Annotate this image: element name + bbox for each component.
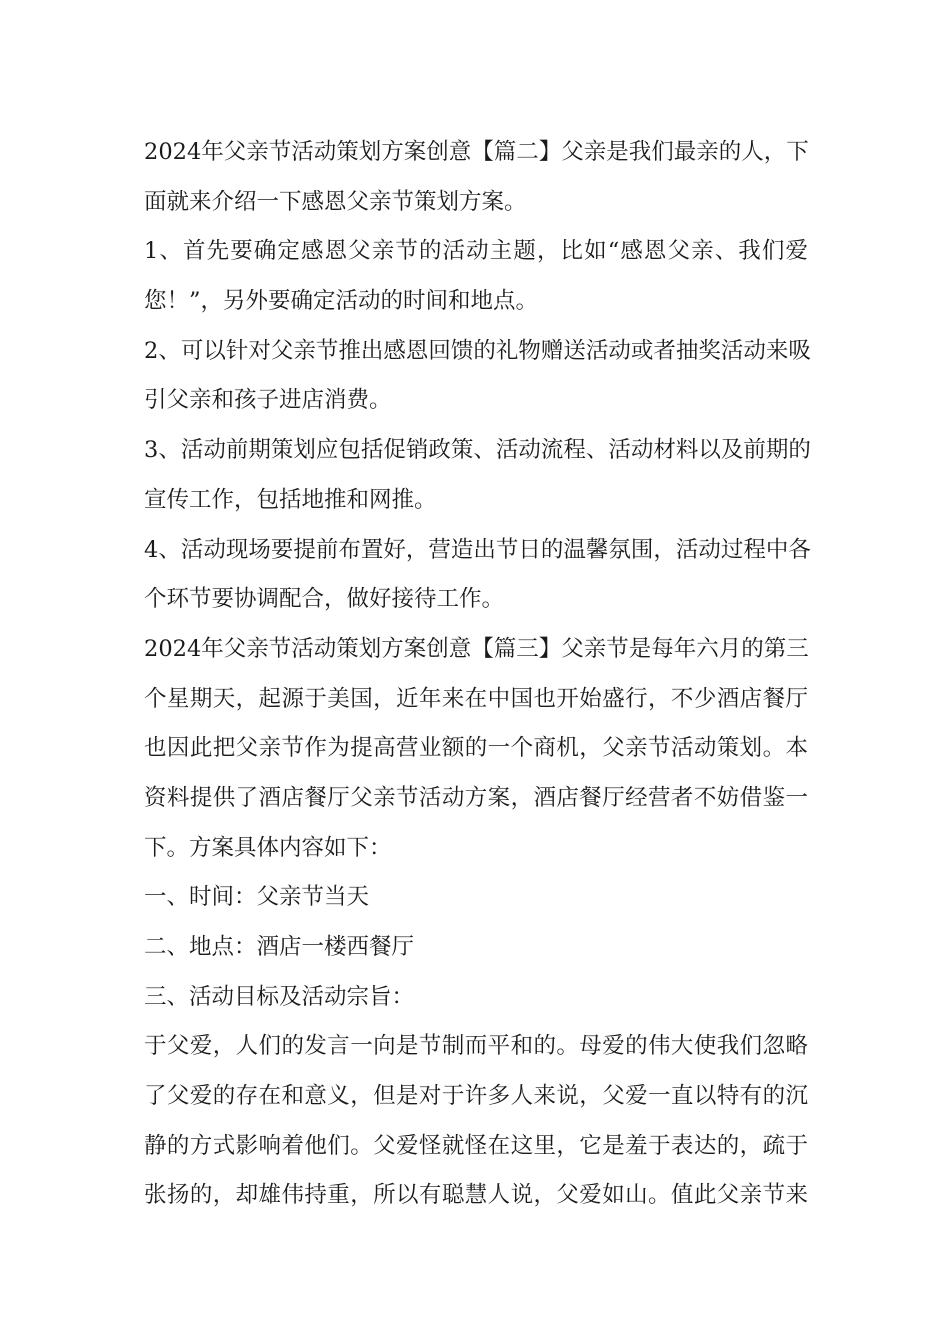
text-line: 也因此把父亲节作为提高营业额的一个商机，父亲节活动策划。本 — [144, 735, 808, 762]
text-line: 于父爱，人们的发言一向是节制而平和的。母爱的伟大使我们忽略 — [144, 1033, 808, 1060]
text-line: 个星期天，起源于美国，近年来在中国也开始盛行，不少酒店餐厅 — [144, 685, 808, 712]
text-line: 一、时间：父亲节当天 — [144, 884, 370, 911]
text-line: 个环节要协调配合，做好接待工作。 — [144, 586, 505, 613]
text-line: 静的方式影响着他们。父爱怪就怪在这里，它是羞于表达的，疏于 — [144, 1132, 808, 1159]
paragraph-time — [144, 873, 808, 923]
paragraph-item-1 — [144, 227, 808, 326]
text-line: 您！”，另外要确定活动的时间和地点。 — [144, 288, 539, 315]
paragraph-intro-part-two — [144, 128, 808, 227]
text-line: 张扬的，却雄伟持重，所以有聪慧人说，父爱如山。值此父亲节来 — [144, 1182, 808, 1209]
paragraph-item-4 — [144, 526, 811, 625]
paragraph-intro-part-three — [144, 625, 808, 873]
text-line: 2024年父亲节活动策划方案创意【篇二】父亲是我们最亲的人，下 — [144, 139, 809, 165]
text-line: 宣传工作，包括地推和网推。 — [144, 486, 437, 513]
paragraph-location — [144, 923, 808, 973]
paragraph-item-2 — [144, 327, 811, 426]
text-line: 了父爱的存在和意义，但是对于许多人来说，父爱一直以特有的沉 — [144, 1083, 808, 1110]
text-line: 3、活动前期策划应包括促销政策、活动流程、活动材料以及前期的 — [144, 437, 811, 464]
paragraph-goals-heading — [144, 973, 808, 1023]
document-body — [144, 128, 811, 1221]
text-line: 2、可以针对父亲节推出感恩回馈的礼物赠送活动或者抽奖活动来吸 — [144, 337, 811, 364]
paragraph-item-3 — [144, 426, 811, 525]
text-line: 二、地点：酒店一楼西餐厅 — [144, 934, 415, 960]
text-line: 面就来介绍一下感恩父亲节策划方案。 — [144, 188, 527, 215]
paragraph-goals-body — [144, 1022, 808, 1221]
text-line: 三、活动目标及活动宗旨： — [144, 983, 415, 1010]
text-line: 1、首先要确定感恩父亲节的活动主题，比如“感恩父亲、我们爱 — [144, 238, 808, 265]
text-line: 资料提供了酒店餐厅父亲节活动方案，酒店餐厅经营者不妨借鉴一 — [144, 784, 808, 811]
text-line: 2024年父亲节活动策划方案创意【篇三】父亲节是每年六月的第三 — [144, 635, 809, 662]
text-line: 4、活动现场要提前布置好，营造出节日的温馨氛围，活动过程中各 — [144, 536, 811, 563]
text-line: 引父亲和孩子进店消费。 — [144, 387, 392, 414]
text-line: 下。方案具体内容如下： — [144, 834, 392, 861]
